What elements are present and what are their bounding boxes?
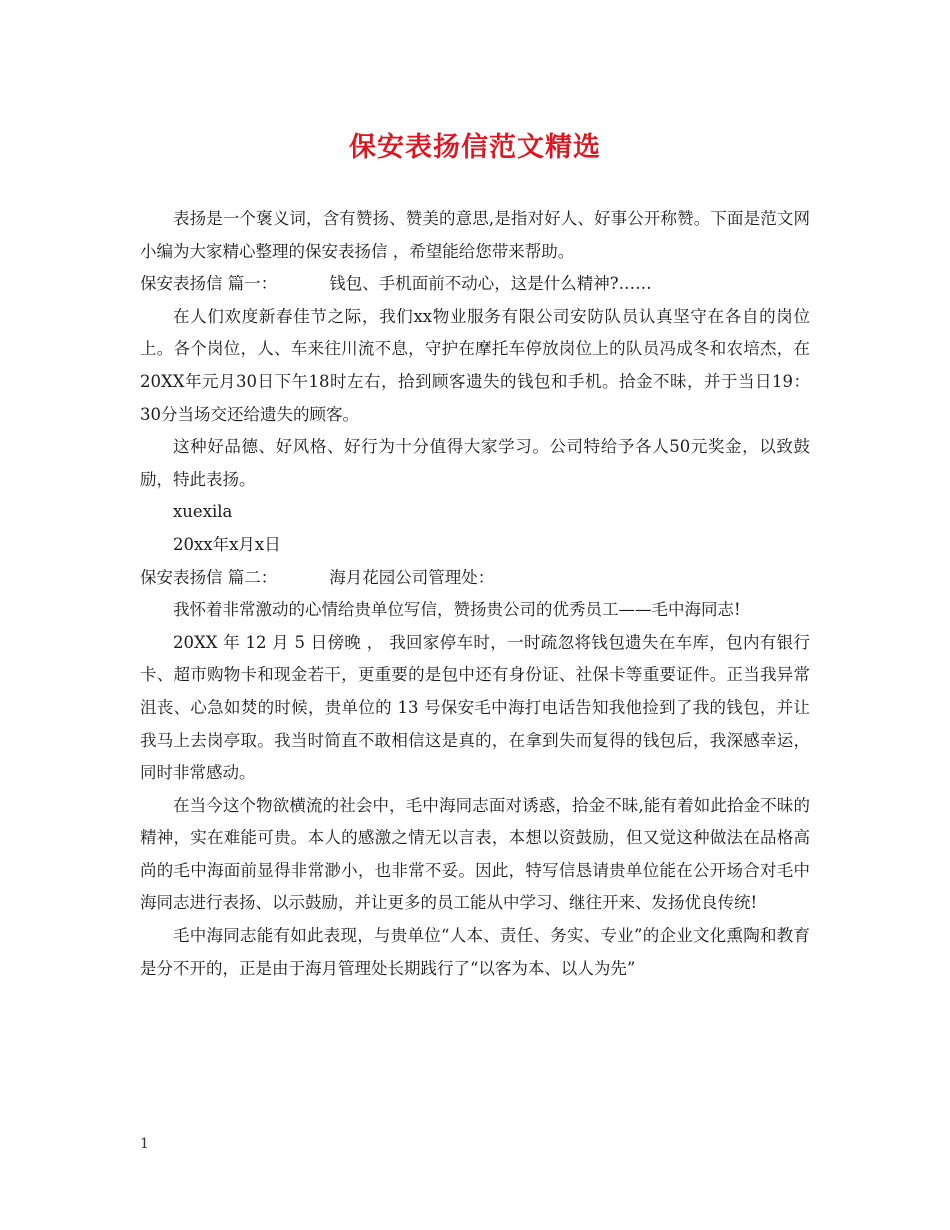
letter1-heading: 钱包、手机面前不动心，这是什么精神?…… [329, 274, 652, 294]
intro-paragraph: 表扬是一个褒义词，含有赞扬、赞美的意思,是指对好人、好事公开称赞。下面是范文网小编为大家精心整理的保安表扬信 ，希望能给您带来帮助。 [140, 209, 810, 261]
letter1-paragraph-2: 这种好品德、好风格、好行为十分值得大家学习。公司特给予各人50元奖金，以致鼓励，特此表扬。 [140, 437, 810, 489]
page-number: 1 [140, 1136, 149, 1152]
letter2-paragraph-4: 毛中海同志能有如此表现，与贵单位“人本、责任、务实、专业”的企业文化熏陶和教育是分不开的，正是由于海月管理处长期践行了“以客为本、以人为先” [140, 926, 810, 978]
letter2-heading-line [140, 562, 810, 595]
letter2-paragraph-1: 我怀着非常激动的心情给贵单位写信，赞扬贵公司的优秀员工——毛中海同志! [173, 600, 741, 620]
letter2-label: 保安表扬信 篇二： [140, 567, 278, 587]
letter2-paragraph-3: 在当今这个物欲横流的社会中，毛中海同志面对诱惑，拾金不昧,能有着如此拾金不昧的精神，实在难能可贵。本人的感激之情无以言表，本想以资鼓励，但又觉这种做法在品格高尚的毛中海面前显得非常渺小，也非常不妥。因此，特写信恳请贵单位能在公开场合对毛中海同志进行表扬、以示鼓励，并让更多的员工能从中学习、继往开来、发扬优良传统! [140, 795, 810, 913]
letter1-paragraph-1: 在人们欢度新春佳节之际，我们xx物业服务有限公司安防队员认真坚守在各自的岗位上。各个岗位，人、车来往川流不息，守护在摩托车停放岗位上的队员冯成冬和农培杰，在20XX年元月30日下午18时左右，拾到顾客遗失的钱包和手机。拾金不昧，并于当日19：30分当场交还给遗失的顾客。 [140, 306, 810, 424]
letter1-label: 保安表扬信 篇一： [140, 274, 278, 294]
letter1-heading-line [140, 268, 810, 301]
document-body [140, 203, 810, 985]
letter2-paragraph-2: 20XX 年 12 月 5 日傍晚 ， 我回家停车时，一时疏忽将钱包遗失在车库，包内有银行卡、超市购物卡和现金若干，更重要的是包中还有身份证、社保卡等重要证件。正当我异常沮丧、心急如焚的时候，贵单位的 13 号保安毛中海打电话告知我他捡到了我的钱包，并让我马上去岗亭取。我当时简直不敢相信这是真的，在拿到失而复得的钱包后，我深感幸运，同时非常感动。 [140, 632, 810, 783]
letter1-date: 20xx年x月x日 [173, 534, 281, 554]
letter1-signature: xuexila [173, 502, 233, 522]
document-title: 保安表扬信范文精选 [349, 132, 601, 163]
letter2-heading: 海月花园公司管理处： [329, 567, 495, 587]
